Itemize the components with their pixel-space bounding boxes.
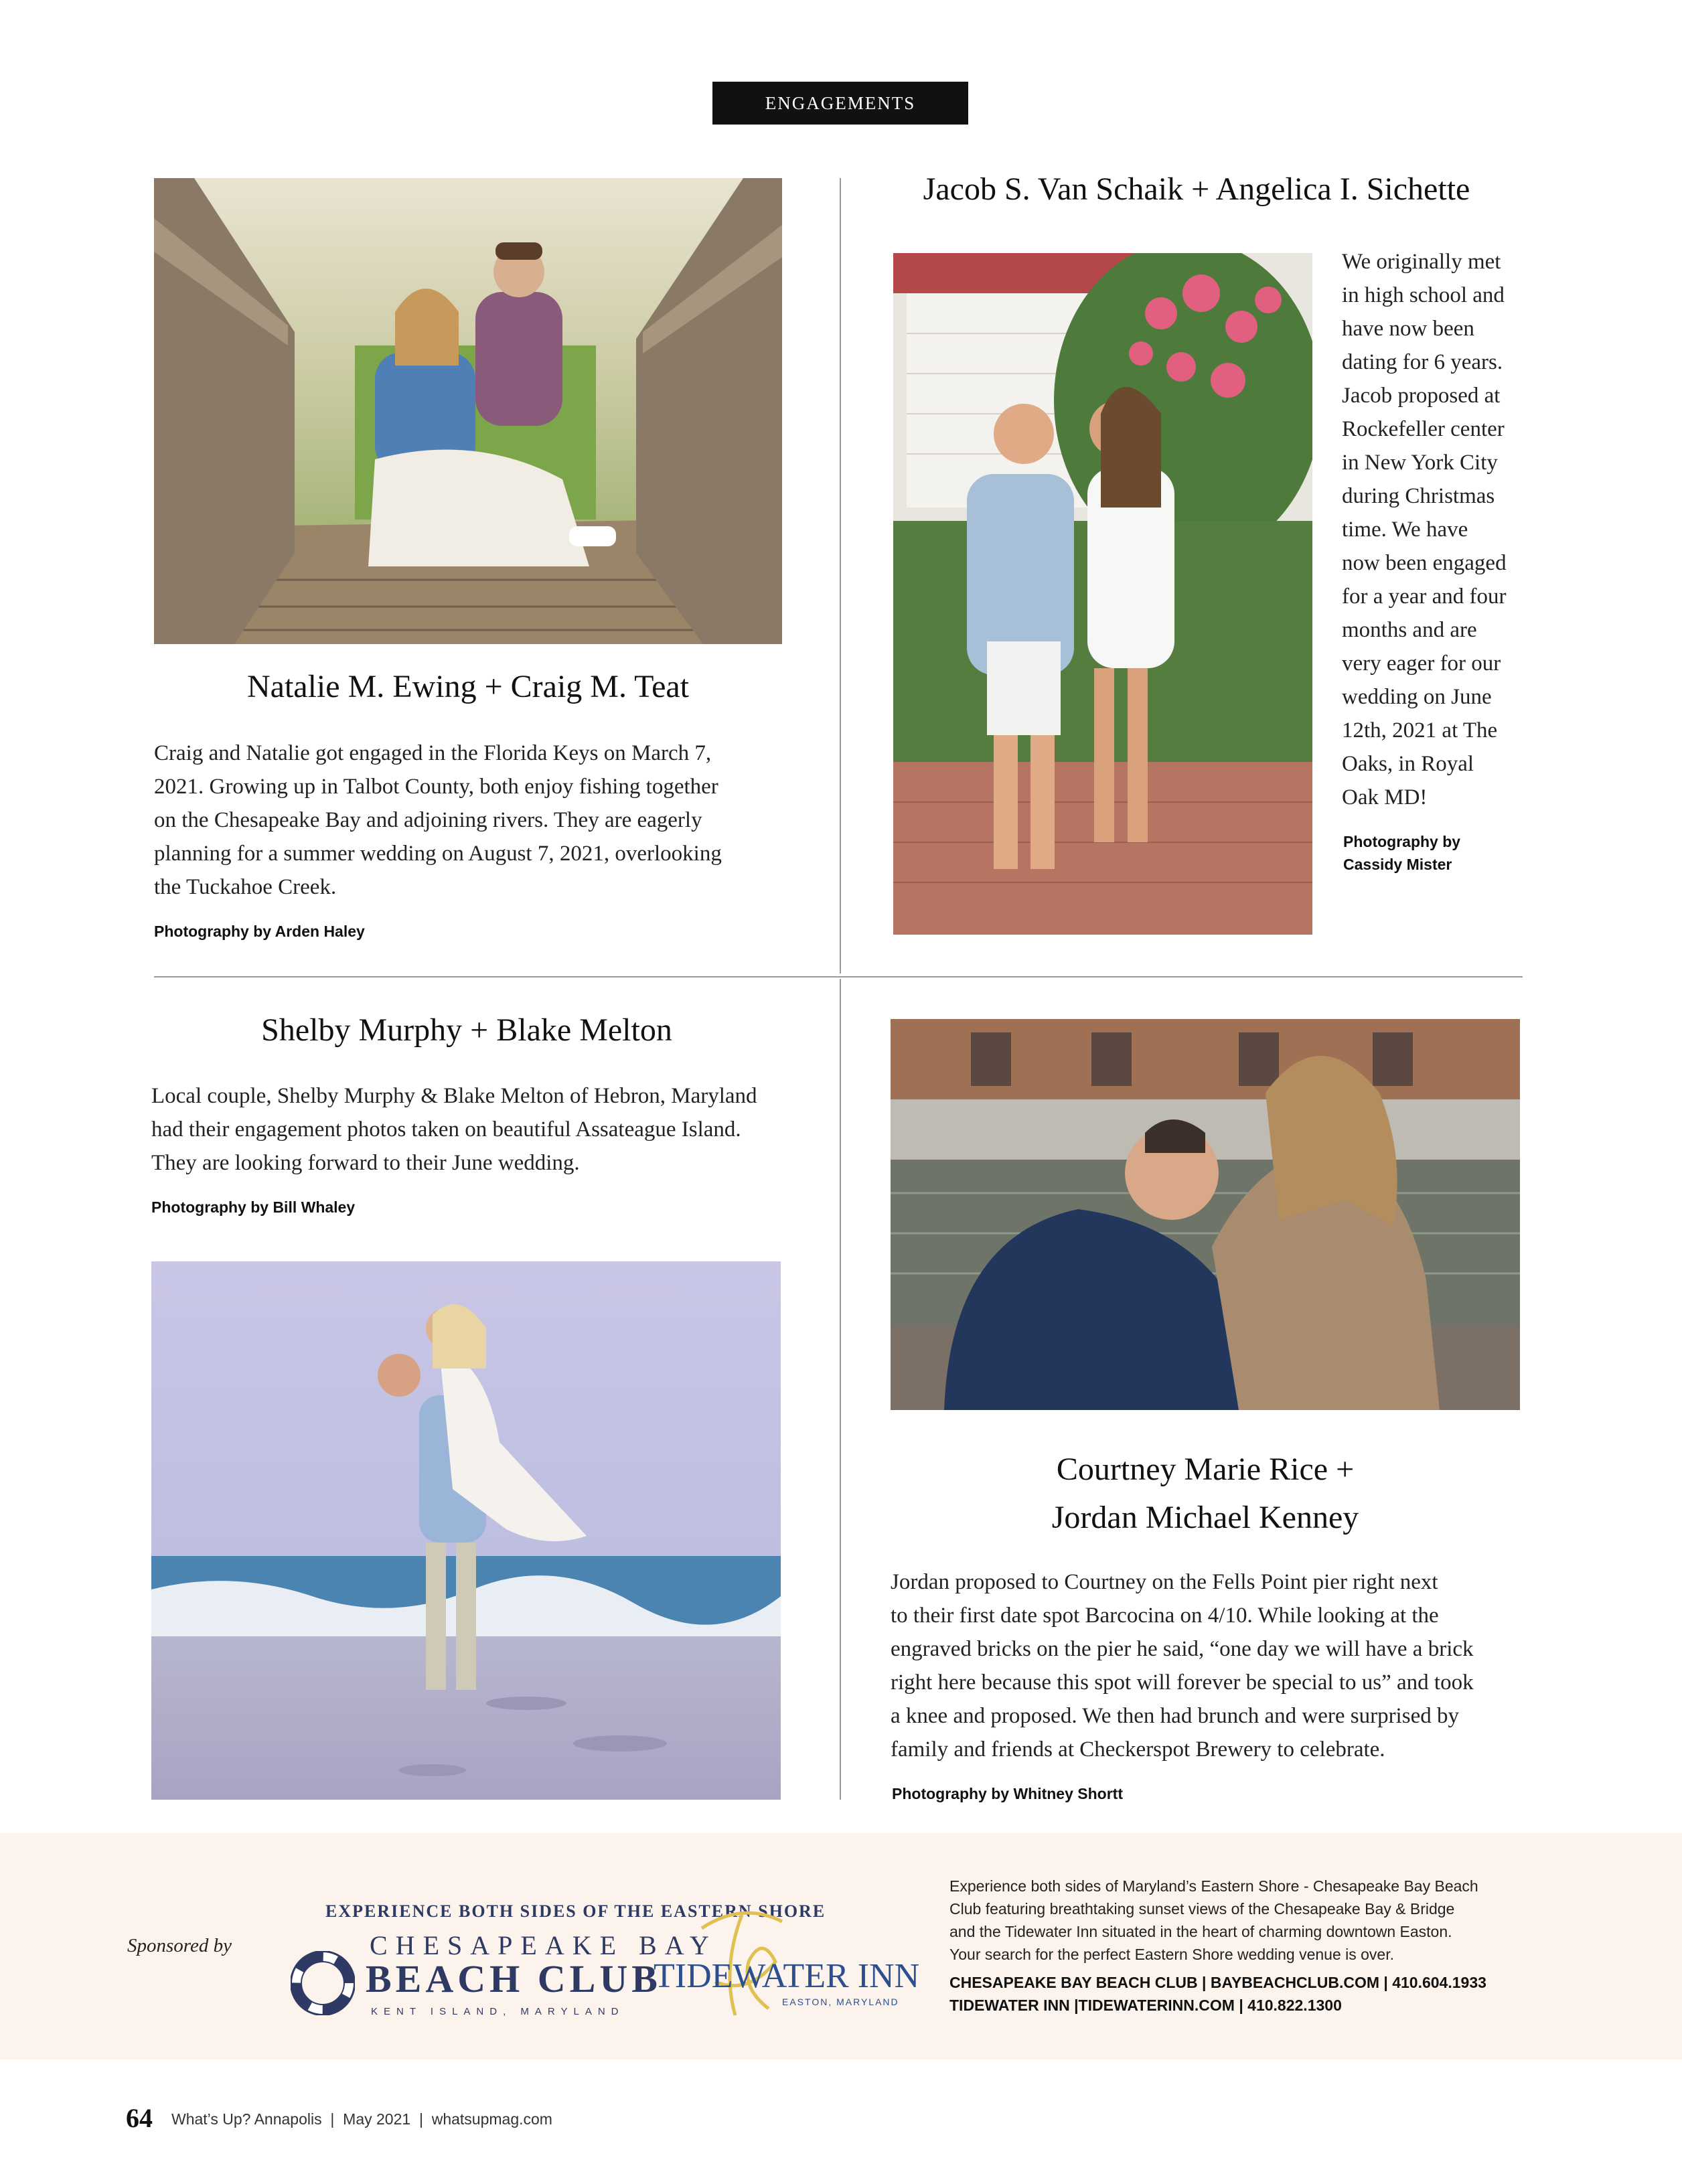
issue-date: May 2021 bbox=[343, 2110, 411, 2128]
body-line: months and are bbox=[1342, 618, 1477, 642]
ewing-teat-credit: Photography by Arden Haley bbox=[154, 923, 365, 940]
van-schaik-headline: Jacob S. Van Schaik + Angelica I. Sichette bbox=[923, 171, 1470, 207]
body-line: We originally met bbox=[1342, 250, 1501, 274]
van-schaik-photo bbox=[893, 253, 1312, 935]
murphy-melton-headline: Shelby Murphy + Blake Melton bbox=[261, 1012, 672, 1048]
tidewater-location: EASTON, MARYLAND bbox=[782, 1997, 899, 2007]
section-label: ENGAGEMENTS bbox=[712, 82, 968, 125]
ewing-teat-headline: Natalie M. Ewing + Craig M. Teat bbox=[246, 669, 690, 704]
row-divider bbox=[154, 976, 1523, 978]
footer-separator: | bbox=[326, 2110, 343, 2128]
ewing-teat-photo bbox=[154, 178, 782, 644]
body-line: a knee and proposed. We then had brunch and were surprised by bbox=[891, 1704, 1459, 1728]
sponsor-description bbox=[949, 1875, 1619, 1966]
body-line: now been engaged bbox=[1342, 551, 1507, 575]
body-line: Local couple, Shelby Murphy & Blake Melton of Hebron, Maryland bbox=[151, 1084, 757, 1108]
sponsor-logos[interactable] bbox=[287, 1895, 920, 2022]
body-line: family and friends at Checkerspot Brewery to celebrate. bbox=[891, 1737, 1385, 1762]
body-line: Rockefeller center bbox=[1342, 417, 1505, 441]
body-line: dating for 6 years. bbox=[1342, 350, 1503, 374]
body-line: planning for a summer wedding on August 7, 2021, overlooking bbox=[154, 842, 722, 866]
cbbc-wordmark-top: CHESAPEAKE BAY bbox=[370, 1930, 717, 1960]
footer-separator: | bbox=[414, 2110, 432, 2128]
rice-kenney-body bbox=[891, 1565, 1560, 1766]
body-line: They are looking forward to their June wedding. bbox=[151, 1151, 580, 1175]
sponsored-by-label: Sponsored by bbox=[127, 1935, 232, 1956]
body-line: in New York City bbox=[1342, 451, 1498, 475]
murphy-melton-photo bbox=[151, 1261, 781, 1800]
sponsor-contacts bbox=[949, 1971, 1619, 2017]
body-line: the Tuckahoe Creek. bbox=[154, 875, 337, 899]
tidewater-wordmark: TIDEWATER INN bbox=[654, 1957, 920, 1995]
body-line: Oaks, in Royal bbox=[1342, 752, 1474, 776]
footer-line bbox=[171, 2110, 552, 2128]
body-line: had their engagement photos taken on beautiful Assateague Island. bbox=[151, 1117, 741, 1142]
body-line: in high school and bbox=[1342, 283, 1505, 307]
body-line: on the Chesapeake Bay and adjoining rivers. They are eagerly bbox=[154, 808, 702, 832]
body-line: Oak MD! bbox=[1342, 785, 1428, 809]
contact-line-cbbc[interactable]: CHESAPEAKE BAY BEACH CLUB | BAYBEACHCLUB.COM | 410.604.1933 bbox=[949, 1974, 1486, 1991]
van-schaik-credit bbox=[1343, 830, 1460, 876]
ewing-teat-body bbox=[154, 736, 797, 904]
body-line: right here because this spot will forever be special to us” and took bbox=[891, 1670, 1474, 1695]
body-line: Jacob proposed at bbox=[1342, 384, 1501, 408]
body-line: 12th, 2021 at The bbox=[1342, 718, 1498, 743]
body-line: Jordan proposed to Courtney on the Fells Point pier right next bbox=[891, 1570, 1438, 1594]
body-line: to their first date spot Barcocina on 4/10. While looking at the bbox=[891, 1604, 1439, 1628]
description-line: and the Tidewater Inn situated in the heart of charming downtown Easton. bbox=[949, 1923, 1452, 1940]
description-line: Experience both sides of Maryland’s Eastern Shore - Chesapeake Bay Beach bbox=[949, 1877, 1478, 1895]
cbbc-wordmark-main: BEACH CLUB bbox=[366, 1957, 662, 2001]
description-line: Club featuring breathtaking sunset views of the Chesapeake Bay & Bridge bbox=[949, 1900, 1455, 1918]
life-ring-icon bbox=[291, 1951, 355, 2015]
body-line: have now been bbox=[1342, 317, 1474, 341]
rice-kenney-credit: Photography by Whitney Shortt bbox=[892, 1785, 1123, 1802]
murphy-melton-credit: Photography by Bill Whaley bbox=[151, 1198, 356, 1216]
contact-line-tidewater[interactable]: TIDEWATER INN |TIDEWATERINN.COM | 410.822.1300 bbox=[949, 1997, 1342, 2014]
body-line: time. We have bbox=[1342, 518, 1468, 542]
credit-line: Cassidy Mister bbox=[1343, 856, 1452, 873]
murphy-melton-body bbox=[151, 1079, 821, 1180]
column-divider-top bbox=[840, 178, 841, 973]
rice-kenney-headline bbox=[891, 1450, 1520, 1547]
page-number: 64 bbox=[126, 2103, 153, 2133]
body-line: Craig and Natalie got engaged in the Florida Keys on March 7, bbox=[154, 741, 712, 765]
credit-line: Photography by bbox=[1343, 833, 1461, 850]
cbbc-wordmark-sub: KENT ISLAND, MARYLAND bbox=[371, 2006, 625, 2017]
body-line: for a year and four bbox=[1342, 584, 1507, 609]
body-line: wedding on June bbox=[1342, 685, 1492, 709]
publication-name: What’s Up? Annapolis bbox=[171, 2110, 322, 2128]
van-schaik-body bbox=[1342, 245, 1543, 814]
description-line: Your search for the perfect Eastern Shore wedding venue is over. bbox=[949, 1946, 1394, 1963]
body-line: 2021. Growing up in Talbot County, both enjoy fishing together bbox=[154, 775, 718, 799]
body-line: engraved bricks on the pier he said, “one day we will have a brick bbox=[891, 1637, 1474, 1661]
rice-kenney-photo bbox=[891, 1019, 1520, 1410]
logo-tagline: EXPERIENCE BOTH SIDES OF THE EASTERN SHORE bbox=[325, 1901, 826, 1921]
body-line: during Christmas bbox=[1342, 484, 1495, 508]
headline-line: Courtney Marie Rice + bbox=[1056, 1452, 1355, 1487]
website-link[interactable]: whatsupmag.com bbox=[431, 2110, 552, 2128]
body-line: very eager for our bbox=[1342, 651, 1501, 676]
headline-line: Jordan Michael Kenney bbox=[1051, 1500, 1359, 1535]
column-divider-bottom bbox=[840, 979, 841, 1800]
